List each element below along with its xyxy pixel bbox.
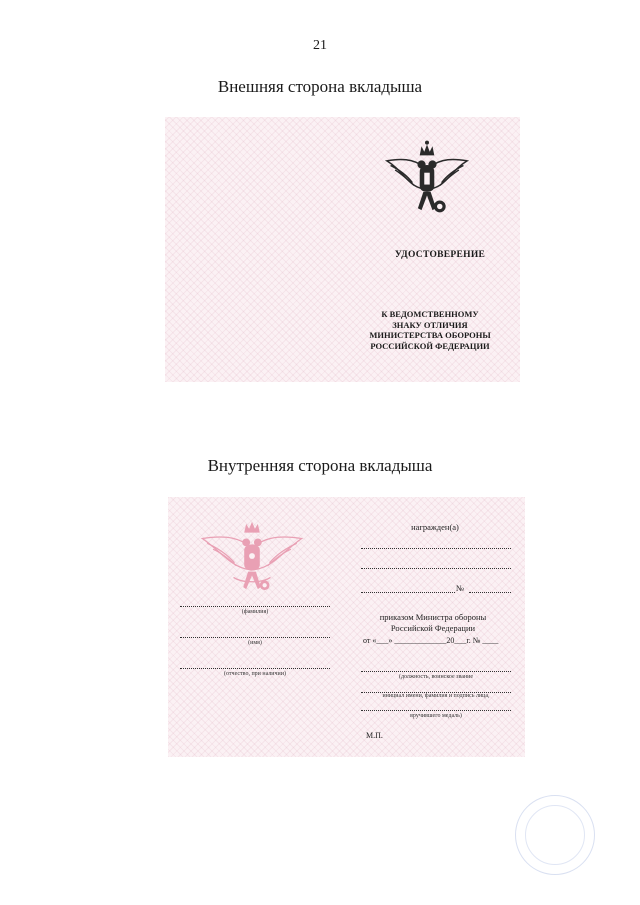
- inner-card: [168, 497, 525, 757]
- signature-field-line: [361, 710, 511, 711]
- surname-field-line: [180, 606, 330, 607]
- award-field-line: [361, 548, 511, 549]
- russian-mod-emblem-icon: [198, 519, 306, 593]
- name-caption: (имя): [248, 640, 262, 646]
- surname-caption: (фамилия): [241, 609, 269, 615]
- russian-mod-emblem-icon: [381, 139, 473, 221]
- number-mark: №: [456, 583, 465, 593]
- subtitle-line: РОССИЙСКОЙ ФЕДЕРАЦИИ: [370, 340, 490, 351]
- outer-card: [165, 117, 520, 382]
- order-line: Российской Федерации: [390, 623, 476, 633]
- faded-stamp: [515, 795, 595, 875]
- inner-section-title: Внутренняя сторона вкладыша: [207, 456, 433, 475]
- patronymic-caption: (отчество, при наличии): [224, 671, 286, 677]
- order-text: [358, 612, 508, 634]
- certificate-subtitle: [350, 309, 510, 351]
- seal-place-label: М.П.: [366, 731, 383, 740]
- order-line: приказом Министра обороны: [379, 612, 487, 622]
- certificate-title: УДОСТОВЕРЕНИЕ: [394, 250, 486, 260]
- outer-section-title: Внешняя сторона вкладыша: [217, 77, 423, 96]
- subtitle-line: МИНИСТЕРСТВА ОБОРОНЫ: [369, 330, 491, 340]
- certificate-number-line: [361, 592, 455, 593]
- name-field-line: [180, 637, 330, 638]
- position-caption: (должность, воинское звание: [398, 674, 474, 680]
- subtitle-line: К ВЕДОМСТВЕННОМУ: [381, 309, 479, 319]
- page-number: 21: [313, 38, 327, 53]
- order-date-line: от «___» _____________20___г. № ____: [363, 636, 499, 645]
- initials-caption: инициал имени, фамилия и подпись лица,: [382, 693, 490, 699]
- awarded-label: награжден(а): [411, 522, 459, 532]
- presenter-caption: вручившего медаль): [410, 713, 462, 719]
- patronymic-field-line: [180, 668, 330, 669]
- position-field-line: [361, 671, 511, 672]
- certificate-number-line: [469, 592, 511, 593]
- subtitle-line: ЗНАКУ ОТЛИЧИЯ: [392, 319, 468, 330]
- award-field-line: [361, 568, 511, 569]
